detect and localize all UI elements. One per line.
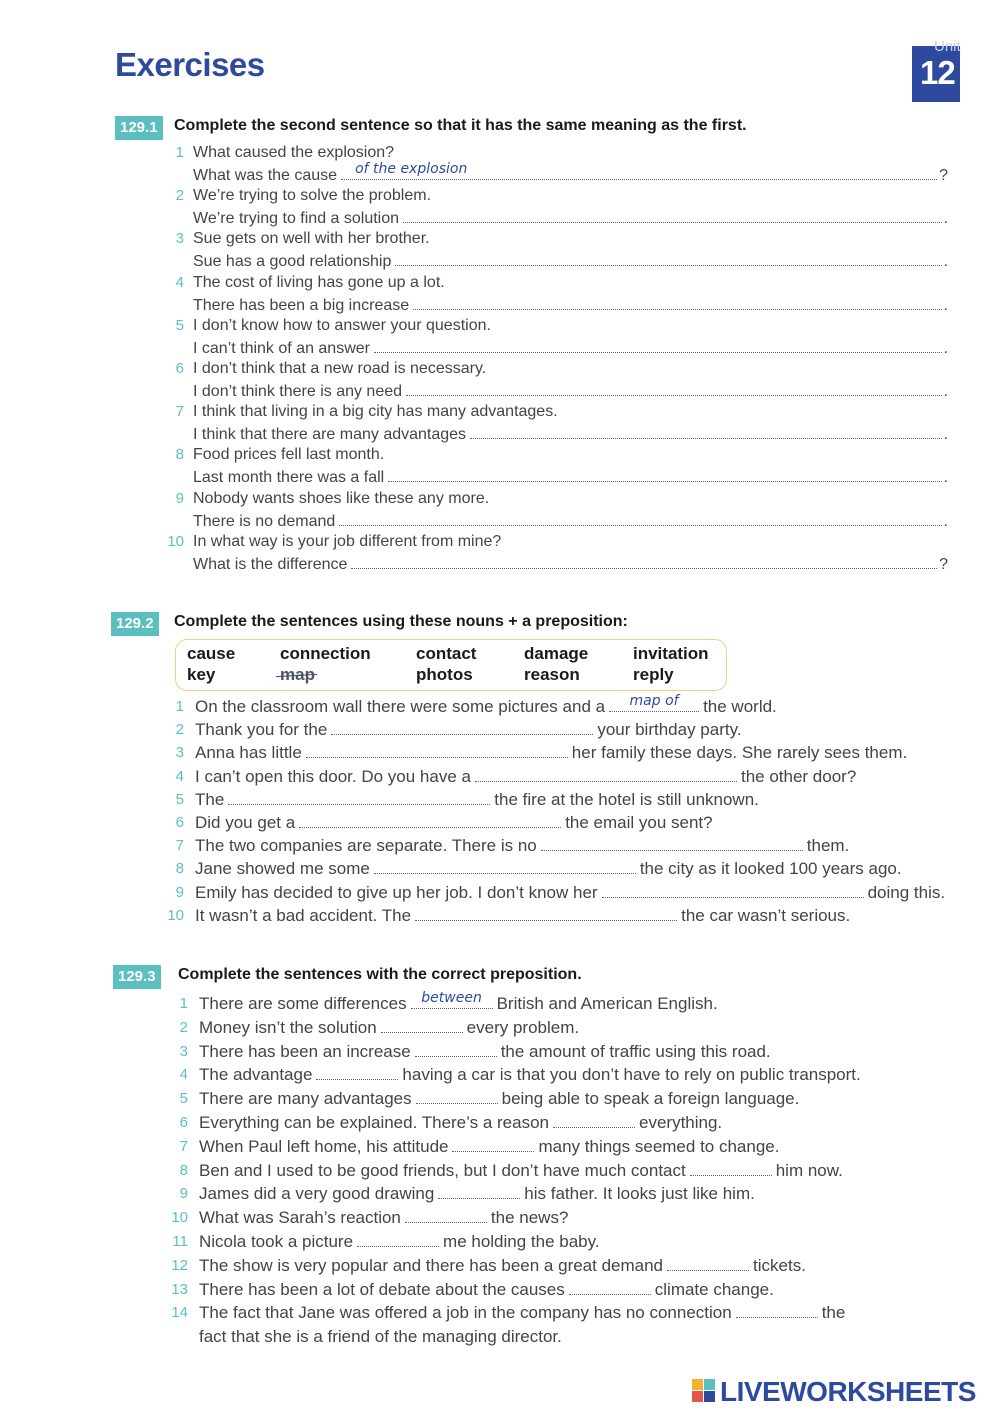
answer-blank[interactable] <box>470 424 941 439</box>
item-number: 5 <box>175 316 184 334</box>
second-sentence-start: I don’t think there is any need <box>193 383 403 400</box>
sentence-before: Thank you for the <box>195 720 328 740</box>
unit-badge <box>912 38 961 102</box>
noun-word: invitation <box>633 644 709 663</box>
answer-text: between <box>421 990 482 1006</box>
sentence-after: climate change. <box>654 1279 774 1299</box>
answer-blank[interactable] <box>351 554 937 569</box>
answer-text: of the explosion <box>355 161 468 177</box>
sentence-row <box>195 813 713 833</box>
sentence-after: your birthday party. <box>597 720 742 740</box>
sentence-before: On the classroom wall there were some pictures and a <box>195 697 606 716</box>
second-sentence-row <box>193 338 948 358</box>
sentence-row <box>195 790 759 810</box>
item-number: 13 <box>171 1280 188 1298</box>
answer-blank[interactable] <box>690 1161 772 1176</box>
second-sentence-start: Last month there was a fall <box>193 469 385 487</box>
noun-word: reply <box>633 665 674 684</box>
sentence-after: being able to speak a foreign language. <box>501 1089 800 1109</box>
second-sentence-row <box>193 251 948 271</box>
answer-blank[interactable] <box>374 338 942 353</box>
sentence-before: There has been an increase <box>199 1041 411 1061</box>
sentence-before: Money isn’t the solution <box>199 1017 377 1037</box>
item-number: 2 <box>175 187 184 205</box>
sentence-row <box>195 720 742 740</box>
sentence-row <box>195 883 945 903</box>
item-number: 10 <box>167 532 184 550</box>
sentence-after: the car wasn’t serious. <box>681 905 851 925</box>
sentence-before: There are some differences <box>199 994 407 1013</box>
item-number: 6 <box>175 360 184 377</box>
sentence-end: . <box>943 383 948 400</box>
sentence-row <box>199 1089 799 1109</box>
exercise-badge-129-3: 129.3 <box>113 965 161 989</box>
sentence-before: I can’t open this door. Do you have a <box>195 766 471 786</box>
second-sentence-start: What was the cause <box>193 167 338 184</box>
sentence-row <box>195 906 850 926</box>
second-sentence-start: I can’t think of an answer <box>193 339 370 357</box>
sentence-after: the amount of traffic using this road. <box>500 1041 771 1061</box>
sentence-after: the city as it looked 100 years ago. <box>639 859 902 879</box>
sentence-end: ? <box>939 167 948 184</box>
answer-blank[interactable] <box>341 161 937 180</box>
item-number: 9 <box>175 883 184 901</box>
sentence-before: The <box>195 789 225 809</box>
answer-blank[interactable] <box>452 1137 534 1152</box>
second-sentence-row <box>193 467 948 487</box>
sentence-after: the fire at the hotel is still unknown. <box>494 789 759 809</box>
answer-blank[interactable] <box>331 720 593 735</box>
noun-word: key <box>187 665 216 684</box>
sentence-after: her family these days. She rarely sees them. <box>571 743 908 763</box>
item-number: 7 <box>175 837 184 855</box>
sentence-row <box>195 859 902 879</box>
item-number: 5 <box>175 790 184 808</box>
sentence-row <box>199 1184 755 1204</box>
sentence-after: the email you sent? <box>565 813 713 832</box>
second-sentence-start: There has been a big increase <box>193 296 410 314</box>
brand-name: LIVEWORKSHEETS <box>720 1376 976 1407</box>
first-sentence: What caused the explosion? <box>193 144 395 161</box>
first-sentence: Sue gets on well with her brother. <box>193 230 430 248</box>
sentence-before: The fact that Jane was offered a job in the company has no connection <box>199 1303 732 1323</box>
item-number: 10 <box>171 1209 188 1227</box>
sentence-row <box>195 836 849 856</box>
answer-blank[interactable] <box>406 381 942 396</box>
sentence-after: the <box>821 1303 846 1323</box>
noun-word: damage <box>524 644 589 663</box>
sentence-row <box>199 1161 843 1181</box>
exercise-instruction-129-3: Complete the sentences with the correct preposition. <box>178 966 582 983</box>
sentence-before: There has been a lot of debate about the causes <box>199 1279 565 1299</box>
second-sentence-row <box>193 161 948 185</box>
second-sentence-row <box>193 511 948 531</box>
item-number: 9 <box>179 1185 188 1203</box>
second-sentence-start: I think that there are many advantages <box>193 426 467 444</box>
sentence-after: British and American English. <box>496 994 718 1013</box>
sentence-end: . <box>943 210 948 228</box>
sentence-row <box>199 1065 861 1085</box>
sentence-row <box>199 1208 568 1228</box>
item-number: 4 <box>175 273 184 291</box>
item-number: 6 <box>175 814 184 831</box>
sentence-before: There are many advantages <box>199 1089 412 1109</box>
item-number: 1 <box>179 995 188 1012</box>
sentence-before: It wasn’t a bad accident. The <box>195 905 412 925</box>
item-number: 2 <box>179 1018 188 1036</box>
sentence-before: Everything can be explained. There’s a reason <box>199 1113 549 1132</box>
sentence-before: Did you get a <box>195 813 296 832</box>
answer-blank[interactable] <box>413 295 941 310</box>
second-sentence-start: We’re trying to find a solution <box>193 210 400 228</box>
answer-blank[interactable] <box>357 1232 439 1247</box>
item-number: 10 <box>167 906 184 924</box>
second-sentence-row <box>193 554 948 574</box>
answer-blank[interactable] <box>339 511 941 526</box>
item-number: 8 <box>175 446 184 464</box>
first-sentence: In what way is your job different from mine? <box>193 532 502 550</box>
sentence-after: having a car is that you don’t have to rely on public transport. <box>402 1065 861 1085</box>
item-number: 3 <box>179 1042 188 1060</box>
noun-word: map <box>280 665 315 685</box>
item-number: 8 <box>175 860 184 878</box>
item-number: 8 <box>179 1161 188 1179</box>
exercise-instruction-129-1: Complete the second sentence so that it has the same meaning as the first. <box>174 117 747 134</box>
second-sentence-row <box>193 208 948 228</box>
exercise-badge-129-1: 129.1 <box>115 116 163 140</box>
answer-blank[interactable] <box>475 767 737 782</box>
sentence-after: him now. <box>775 1160 843 1180</box>
sentence-after: the news? <box>490 1208 569 1228</box>
sentence-row <box>199 1137 779 1157</box>
item-number: 6 <box>179 1114 188 1131</box>
second-sentence-row <box>193 424 948 444</box>
answer-blank[interactable] <box>736 1303 818 1318</box>
answer-text: map of <box>629 693 679 709</box>
item-number: 12 <box>171 1256 188 1274</box>
unit-number: 12 <box>920 54 955 91</box>
noun-word: contact <box>416 644 477 663</box>
sentence-after: his father. It looks just like him. <box>524 1184 755 1204</box>
sentence-before: Emily has decided to give up her job. I don’t know her <box>195 882 598 902</box>
sentence-row <box>199 1113 722 1133</box>
sentence-row <box>199 1303 845 1323</box>
item-number: 1 <box>175 698 184 715</box>
item-number: 3 <box>175 230 184 248</box>
answer-blank[interactable] <box>415 1042 497 1057</box>
item-number: 4 <box>175 767 184 785</box>
sentence-before: Anna has little <box>195 743 302 763</box>
sentence-end: . <box>943 426 948 444</box>
answer-blank[interactable] <box>299 813 561 828</box>
second-sentence-start: What is the difference <box>193 555 348 573</box>
answer-blank[interactable] <box>228 790 490 805</box>
item-number: 1 <box>175 144 184 161</box>
sentence-after: every problem. <box>466 1017 580 1037</box>
answer-blank[interactable] <box>667 1256 749 1271</box>
sentence-after: doing this. <box>867 882 946 902</box>
sentence-end: . <box>943 469 948 487</box>
sentence-before: What was Sarah’s reaction <box>199 1208 401 1228</box>
second-sentence-row <box>193 295 948 315</box>
sentence-end: . <box>943 253 948 271</box>
sentence-continuation: fact that she is a friend of the managing director. <box>199 1327 562 1347</box>
noun-word: reason <box>524 665 580 684</box>
exercise-instruction-129-2: Complete the sentences using these nouns + a preposition: <box>174 613 628 630</box>
item-number: 2 <box>175 721 184 739</box>
first-sentence: Food prices fell last month. <box>193 446 385 464</box>
sentence-end: ? <box>939 555 948 573</box>
noun-word: connection <box>280 644 371 663</box>
sentence-end: . <box>943 296 948 314</box>
answer-blank[interactable] <box>395 251 941 266</box>
noun-word: photos <box>416 665 473 684</box>
answer-blank[interactable] <box>381 1018 463 1033</box>
sentence-end: . <box>943 339 948 357</box>
item-number: 4 <box>179 1066 188 1084</box>
sentence-before: The show is very popular and there has been a great demand <box>199 1255 664 1275</box>
sentence-before: Nicola took a picture <box>199 1232 354 1251</box>
exercise-badge-129-2: 129.2 <box>111 612 159 636</box>
item-number: 7 <box>175 403 184 421</box>
sentence-row <box>195 767 856 787</box>
item-number: 5 <box>179 1090 188 1108</box>
answer-blank[interactable] <box>415 906 677 921</box>
sentence-row <box>195 693 777 717</box>
page-title: Exercises <box>115 46 265 83</box>
sentence-after: many things seemed to change. <box>538 1136 780 1156</box>
sentence-row <box>195 743 907 763</box>
sentence-after: everything. <box>639 1113 723 1132</box>
sentence-row <box>199 1280 774 1300</box>
second-sentence-start: There is no demand <box>193 512 336 530</box>
sentence-after: the other door? <box>740 766 857 786</box>
sentence-row <box>199 1232 600 1252</box>
answer-blank[interactable] <box>569 1280 651 1295</box>
sentence-after: the world. <box>703 697 777 716</box>
sentence-before: The two companies are separate. There is no <box>195 836 537 856</box>
answer-blank[interactable] <box>553 1113 635 1128</box>
answer-blank[interactable] <box>374 859 636 874</box>
sentence-before: James did a very good drawing <box>199 1184 435 1204</box>
answer-blank[interactable] <box>602 883 864 898</box>
answer-blank[interactable] <box>438 1184 520 1199</box>
item-number: 9 <box>175 489 184 507</box>
sentence-before: The advantage <box>199 1065 313 1085</box>
used-word-strike <box>276 674 317 677</box>
sentence-after: tickets. <box>753 1255 806 1275</box>
sentence-row <box>199 1042 771 1062</box>
sentence-row <box>199 1018 579 1038</box>
answer-blank[interactable] <box>411 990 493 1009</box>
sentence-after: me holding the baby. <box>443 1232 600 1251</box>
noun-word: cause <box>187 644 236 663</box>
sentence-after: them. <box>806 836 850 856</box>
sentence-row <box>199 990 718 1014</box>
second-sentence-row <box>193 381 948 401</box>
answer-blank[interactable] <box>609 693 699 712</box>
answer-blank[interactable] <box>405 1208 487 1223</box>
item-number: 11 <box>172 1233 188 1250</box>
answer-blank[interactable] <box>306 743 568 758</box>
first-sentence: I don’t know how to answer your question. <box>193 316 491 334</box>
answer-blank[interactable] <box>388 467 941 482</box>
item-number: 14 <box>171 1304 188 1322</box>
second-sentence-start: Sue has a good relationship <box>193 253 392 271</box>
sentence-end: . <box>943 512 948 530</box>
first-sentence: Nobody wants shoes like these any more. <box>193 489 490 507</box>
answer-blank[interactable] <box>541 836 803 851</box>
item-number: 3 <box>175 744 184 762</box>
first-sentence: The cost of living has gone up a lot. <box>193 273 445 291</box>
answer-blank[interactable] <box>403 208 942 223</box>
first-sentence: We’re trying to solve the problem. <box>193 187 432 205</box>
liveworksheets-logo-icon <box>692 1379 716 1403</box>
answer-blank[interactable] <box>416 1089 498 1104</box>
sentence-before: Jane showed me some <box>195 859 370 879</box>
unit-label: Unit <box>934 38 961 55</box>
sentence-before: Ben and I used to be good friends, but I don’t have much contact <box>199 1160 686 1180</box>
first-sentence: I think that living in a big city has many advantages. <box>193 403 558 421</box>
first-sentence: I don’t think that a new road is necessary. <box>193 360 487 377</box>
sentence-before: When Paul left home, his attitude <box>199 1136 449 1156</box>
sentence-row <box>199 1256 806 1276</box>
answer-blank[interactable] <box>316 1065 398 1080</box>
item-number: 7 <box>179 1137 188 1155</box>
